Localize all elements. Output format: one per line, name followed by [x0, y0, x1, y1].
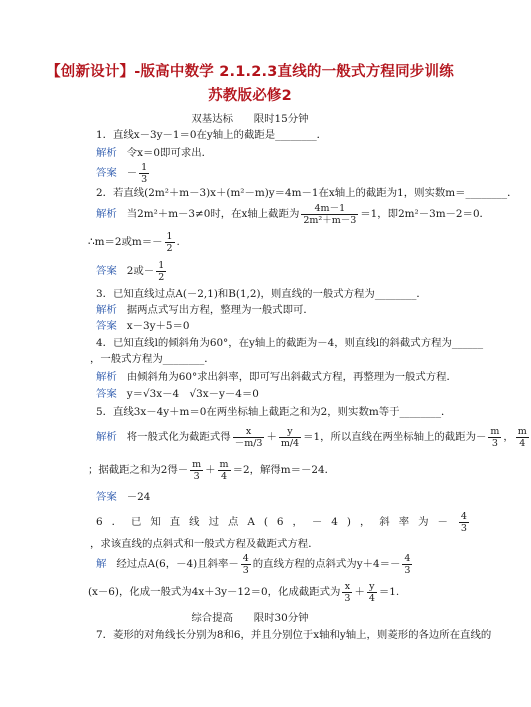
solution-label: 解: [96, 558, 107, 570]
q6-solution-text-c: (x－6)，化成一般式为4x＋3y－12＝0，化成截距式为: [88, 586, 341, 598]
q4-answer-text: y＝√3x－4 √3x－y－4＝0: [126, 388, 259, 400]
analysis-label: 解析: [96, 208, 117, 220]
q5-cont-fraction-m4: $\frac{m}{4}$: [219, 458, 229, 482]
answer-label: 答案: [96, 388, 117, 400]
analysis-label: 解析: [96, 304, 117, 316]
question-4-line2: ，一般式方程为________．: [90, 353, 215, 365]
q2-answer-text: 2或－: [126, 265, 155, 277]
q2-conclusion-fraction: $\frac{1}{2}$: [166, 230, 173, 254]
answer-label: 答案: [96, 167, 117, 179]
q5-analysis-comma: ，: [503, 431, 514, 443]
q5-cont-text-a: ；据截距之和为2得－: [88, 464, 189, 476]
q6-solution-text-b: 的直线方程的点斜式为y＋4＝－: [252, 558, 401, 570]
q5-fraction-y: $\frac{y}{m/4}$: [280, 425, 300, 449]
q6-solution-fraction-a: $\frac{4}{3}$: [242, 552, 249, 576]
q5-fraction-x: $\frac{x}{-m/3}$: [234, 425, 263, 449]
q6-solution-text-a: 经过点A(6，－4)且斜率－: [116, 558, 239, 570]
q2-conclusion-end: .: [176, 236, 180, 248]
question-5: 5．直线3x－4y＋m＝0在两坐标轴上截距之和为2，则实数m等于________．: [96, 406, 452, 418]
q4-analysis-text: 由倾斜角为60°求出斜率，即可写出斜截式方程，再整理为一般式方程．: [126, 371, 457, 383]
q2-answer-fraction: $\frac{1}{2}$: [158, 259, 165, 283]
q6-solution-fraction-b: $\frac{4}{3}$: [404, 552, 411, 576]
q5-fraction-m3: $\frac{m}{3}$: [490, 425, 500, 449]
q5-cont-text-c: ＝2，解得m＝－24．: [232, 464, 335, 476]
q5-analysis: 解析 将一般式化为截距式得 $\frac{x}{-m/3}$ ＋ $\frac{y}{m/4}$ ＝1，所以直线在两坐标轴上的截距为－ $\frac{m}{3}$ ， $\frac{m}{4}$: [96, 425, 527, 449]
q1-answer-fraction: $\frac{1}{3}$: [141, 161, 148, 185]
q1-analysis: [96, 146, 444, 160]
section-heading-comprehensive: 综合提高 限时30分钟: [191, 612, 309, 624]
q6-slope-fraction: $\frac{4}{3}$: [460, 510, 467, 534]
document-subtitle: 苏教版必修2: [208, 88, 292, 104]
q5-analysis-text-a: 将一般式化为截距式得: [126, 431, 231, 443]
q5-cont-fraction-m3: $\frac{m}{3}$: [192, 458, 202, 482]
question-1: 1．直线x－3y－1＝0在y轴上的截距是________．: [96, 129, 328, 141]
q5-fraction-m4: $\frac{m}{4}$: [517, 425, 527, 449]
q4-analysis: [96, 370, 457, 384]
q2-analysis-text-a: 当2m²＋m－3≠0时，在x轴上截距为: [126, 208, 300, 220]
answer-label: 答案: [96, 320, 117, 332]
q6-solution: [96, 550, 444, 578]
q5-answer: [96, 490, 444, 504]
q2-conclusion-text: ∴m＝2或m＝－: [88, 236, 163, 248]
q2-conclusion: [88, 229, 436, 255]
document-title: 【创新设计】-版高中数学 2.1.2.3直线的一般式方程同步训练: [46, 64, 454, 80]
q6-solution-line2: (x－6)，化成一般式为4x＋3y－12＝0，化成截距式为 $\frac{x}{3}$ ＋ $\frac{y}{4}$ ＝1.: [88, 580, 400, 604]
q3-analysis-text: 据两点式写出方程，整理为一般式即可．: [126, 304, 314, 316]
answer-label: 答案: [96, 491, 117, 503]
q5-analysis-text-b: ＝1，所以直线在两坐标轴上的截距为－: [303, 431, 487, 443]
question-2: 2．若直线(2m²＋m－3)x＋(m²－m)y＝4m－1在x轴上的截距为1，则实数m＝________．: [96, 187, 518, 199]
question-7: 7．菱形的对角线长分别为8和6，并且分别位于x轴和y轴上，则菱形的各边所在直线的: [96, 629, 492, 641]
analysis-label: 解析: [96, 147, 117, 159]
answer-label: 答案: [96, 265, 117, 277]
question-6-line1: [96, 508, 467, 536]
q4-answer: [96, 387, 444, 401]
q6-solution-text-d: ＝1.: [378, 586, 400, 598]
q3-answer-text: x－3y＋5＝0: [126, 320, 190, 332]
section-heading-basic: 双基达标 限时15分钟: [191, 113, 309, 125]
question-3: 3．已知直线过点A(－2,1)和B(1,2)，则直线的一般式方程为________．: [96, 288, 427, 300]
q1-answer-sign: －: [126, 167, 138, 179]
q3-analysis: [96, 303, 444, 317]
q1-answer: [96, 160, 444, 186]
q6-intercept-fraction-x: $\frac{x}{3}$: [344, 580, 351, 604]
analysis-label: 解析: [96, 431, 117, 443]
q3-answer: [96, 319, 444, 333]
q2-analysis: [96, 201, 490, 227]
analysis-label: 解析: [96, 371, 117, 383]
q5-continuation: [88, 457, 436, 483]
q2-analysis-fraction: $\frac{4m-1}{\text{2m²＋m－3}}$: [303, 202, 357, 226]
q5-cont-plus: ＋: [205, 464, 216, 476]
q5-answer-text: －24: [126, 491, 151, 503]
q1-analysis-text: 令x＝0即可求出．: [126, 147, 212, 159]
q2-analysis-text-b: ＝1，即2m²－3m－2＝0．: [360, 208, 490, 220]
q2-answer: [96, 258, 444, 284]
q6-text: 6．已知直线过点A(6，－4)，斜率为－: [96, 516, 457, 528]
q6-intercept-fraction-y: $\frac{y}{4}$: [368, 580, 375, 604]
question-6-line2: ，求该直线的点斜式和一般式方程及截距式方程．: [90, 538, 319, 550]
question-4-line1: 4．已知直线l的倾斜角为60°，在y轴上的截距为－4，则直线l的斜截式方程为______: [96, 337, 484, 349]
